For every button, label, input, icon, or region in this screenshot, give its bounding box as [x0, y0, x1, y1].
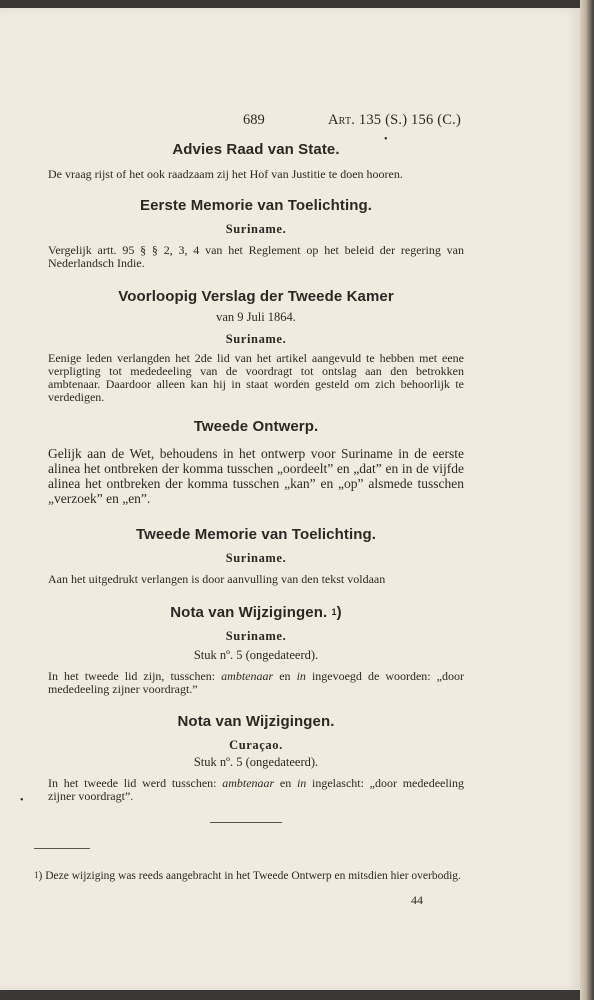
heading-nota-wijzigingen-1: Nota van Wijzigingen. $^1$) [170, 604, 342, 621]
heading-advies: Advies Raad van State. [172, 141, 340, 158]
subheading-curacao: Curaçao. [229, 738, 283, 752]
page-edge [580, 0, 594, 1000]
heading-voorloopig-verslag: Voorloopig Verslag der Tweede Kamer [118, 288, 394, 305]
signature-number: 44 [411, 893, 423, 907]
running-header [0, 112, 580, 132]
paragraph-nota-2: In het tweede lid werd tusschen: ambtenaar en in ingelascht: „door mededeeling zijner voordragt”. [48, 776, 465, 803]
heading-nota-wijzigingen-2: Nota van Wijzigingen. [177, 713, 335, 730]
paragraph-advies: De vraag rijst of het ook raadzaam zij het Hof van Justitie te doen hooren. [48, 167, 403, 181]
paragraph-tweede-memorie: Aan het uitgedrukt verlangen is door aanvulling van den tekst voldaan [48, 572, 386, 586]
heading-tweede-memorie: Tweede Memorie van Toelichting. [135, 526, 377, 543]
heading-tweede-ontwerp: Tweede Ontwerp. [193, 418, 319, 435]
heading-eerste-memorie: Eerste Memorie van Toelichting. [139, 197, 373, 214]
subheading-suriname-3: Suriname. [225, 551, 287, 565]
article-reference: Art. 135 (S.) 156 (C.) [328, 112, 461, 128]
page-number: 689 [243, 112, 265, 128]
stuk-line-2: Stuk nº. 5 (ongedateerd). [193, 755, 319, 769]
paragraph-tweede-ontwerp: Gelijk aan de Wet, behoudens in het ontwerp voor Suriname in de eerste alinea het ontbreken der komma tusschen „oordeelt” en „dat” en in de vijfde alinea het ontbreken der komma tusschen „kan” en „op” alsmede tusschen „verzoek” en „en”. [48, 446, 464, 506]
subheading-suriname-1: Suriname. [225, 222, 287, 236]
section-divider [210, 822, 282, 823]
stuk-line-1: Stuk nº. 5 (ongedateerd). [193, 648, 319, 662]
subheading-suriname-2: Suriname. [225, 332, 287, 346]
paragraph-nota-1: In het tweede lid zijn, tusschen: ambtenaar en in ingevoegd de woorden: „door mededeeling zijner voordragt.” [48, 669, 464, 696]
footnote-divider [34, 848, 90, 849]
date-line: van 9 Juli 1864. [216, 310, 296, 324]
book-page [0, 8, 580, 990]
footnote-mark: 1 [34, 869, 39, 880]
margin-mark: • [20, 795, 24, 806]
print-dot: • [384, 134, 388, 145]
paragraph-eerste-memorie: Vergelijk artt. 95 § § 2, 3, 4 van het Reglement op het beleid der regering van Nederlandsch Indie. [48, 243, 464, 270]
paragraph-voorloopig-verslag: Eenige leden verlangden het 2de lid van het artikel aangevuld te hebben met eene verpligting tot mededeeling van de voordragt tot ontslag aan den betrokken ambtenaar. Daardoor alleen kan hij in staat worden gesteld om zich behoorlijk te verdedigen. [48, 351, 464, 404]
footnote-reference: 1 [331, 607, 337, 617]
footnote: $^1$) Deze wijziging was reeds aangebracht in het Tweede Ontwerp en mitsdien hier overbodig. [34, 869, 461, 882]
subheading-suriname-4: Suriname. [225, 629, 287, 643]
page-body [48, 140, 464, 803]
